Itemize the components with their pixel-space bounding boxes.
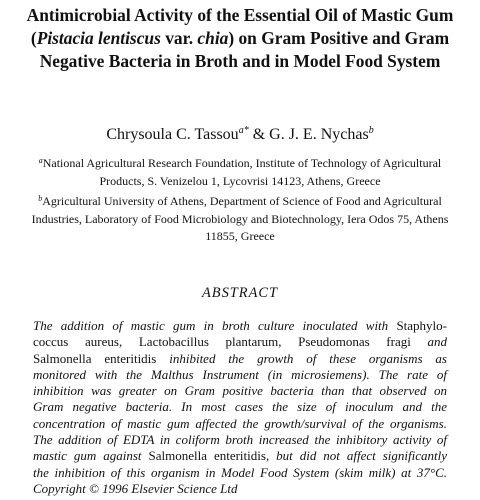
affiliation-a-mark: a [38,156,43,165]
abstract-line-9-rest: , but did not affect significantly [265,448,447,464]
author-separator: & [248,126,270,143]
abstract-line-10: the inhibition of this organism in Model Food System (skim milk) at 37°C. [33,464,447,480]
abstract-line-2 [33,334,447,350]
abstract-line-1-text: The addition of mastic gum in broth culture inoculated with [33,318,397,333]
affiliation-a-text-1: National Agricultural Research Foundation, Institute of Technology of Agricultural [42,156,442,170]
abstract-line-7: concentration of mastic gum affected the growth/survival of the organisms. [33,415,447,431]
affiliation-b-line-2: Industries, Laboratory of Food Microbiology and Biotechnology, Iera Odos 75, Athens [31,211,449,226]
abstract-line-5: inhibition was greater on Gram positive bacteria than that observed on [33,383,447,399]
affiliation-a-line-2: Products, S. Venizelou 1, Lycovrisi 14123, Athens, Greece [99,173,381,188]
paper-title [6,4,474,73]
abstract-line-3-text: inhibited the growth of these organisms as [156,350,447,366]
affiliation-a-line-1 [8,152,472,173]
copyright-line: Copyright © 1996 Elsevier Science Ltd [33,480,238,496]
title-line-1: Antimicrobial Activity of the Essential Oil of Mastic Gum [26,5,454,25]
abstract-line-6: Gram negative bacteria. In most cases the size of inoculum and the [33,399,447,415]
species-name: Pistacia lentiscus [36,28,161,48]
author-2-name: G. J. E. Nychas [269,126,369,143]
affiliation-b-line-3: 11855, Greece [205,229,275,243]
abstract-line-9-text: mastic gum against [33,448,149,464]
variety-name: chia [197,28,229,48]
abstract-body [33,318,447,497]
affiliations [8,152,472,246]
organism-salmonella: Salmonella enteritidis [33,350,157,366]
abstract-line-8: The addition of EDTA in coliform broth increased the inhibitory activity of [33,432,447,448]
abstract-line-1 [33,318,447,334]
organism-salmonella-2: Salmonella enteritidis [148,448,266,464]
title-line-2 [6,27,474,50]
author-list [0,121,480,145]
author-1-name: Chrysoula C. Tassou [106,126,239,143]
title-line-3: Negative Bacteria in Broth and in Model Food System [39,51,441,71]
author-1-mark: a* [238,125,249,136]
title-line-2-rest: ) on Gram Positive and Gram [228,28,450,48]
abstract-heading: ABSTRACT [202,285,278,301]
affiliation-b-text-1: Agricultural University of Athens, Department of Science of Food and Agricultural [42,194,442,208]
abstract-line-9 [33,448,447,464]
organism-staphylo: Staphylo- [396,318,447,333]
title-var: var. [160,28,198,48]
abstract-line-3 [33,351,447,367]
affiliation-b-mark: b [38,194,43,203]
title-paren-open: ( [30,28,37,48]
abstract-line-2-text: and [410,334,447,350]
organism-list: coccus aureus, Lactobacillus plantarum, Pseudomonas fragi [33,334,411,350]
affiliation-b-line-1 [8,190,472,211]
abstract-line-4: monitored with the Malthus Instrument (in microsiemens). The rate of [33,366,447,382]
author-2-mark: b [368,125,374,136]
